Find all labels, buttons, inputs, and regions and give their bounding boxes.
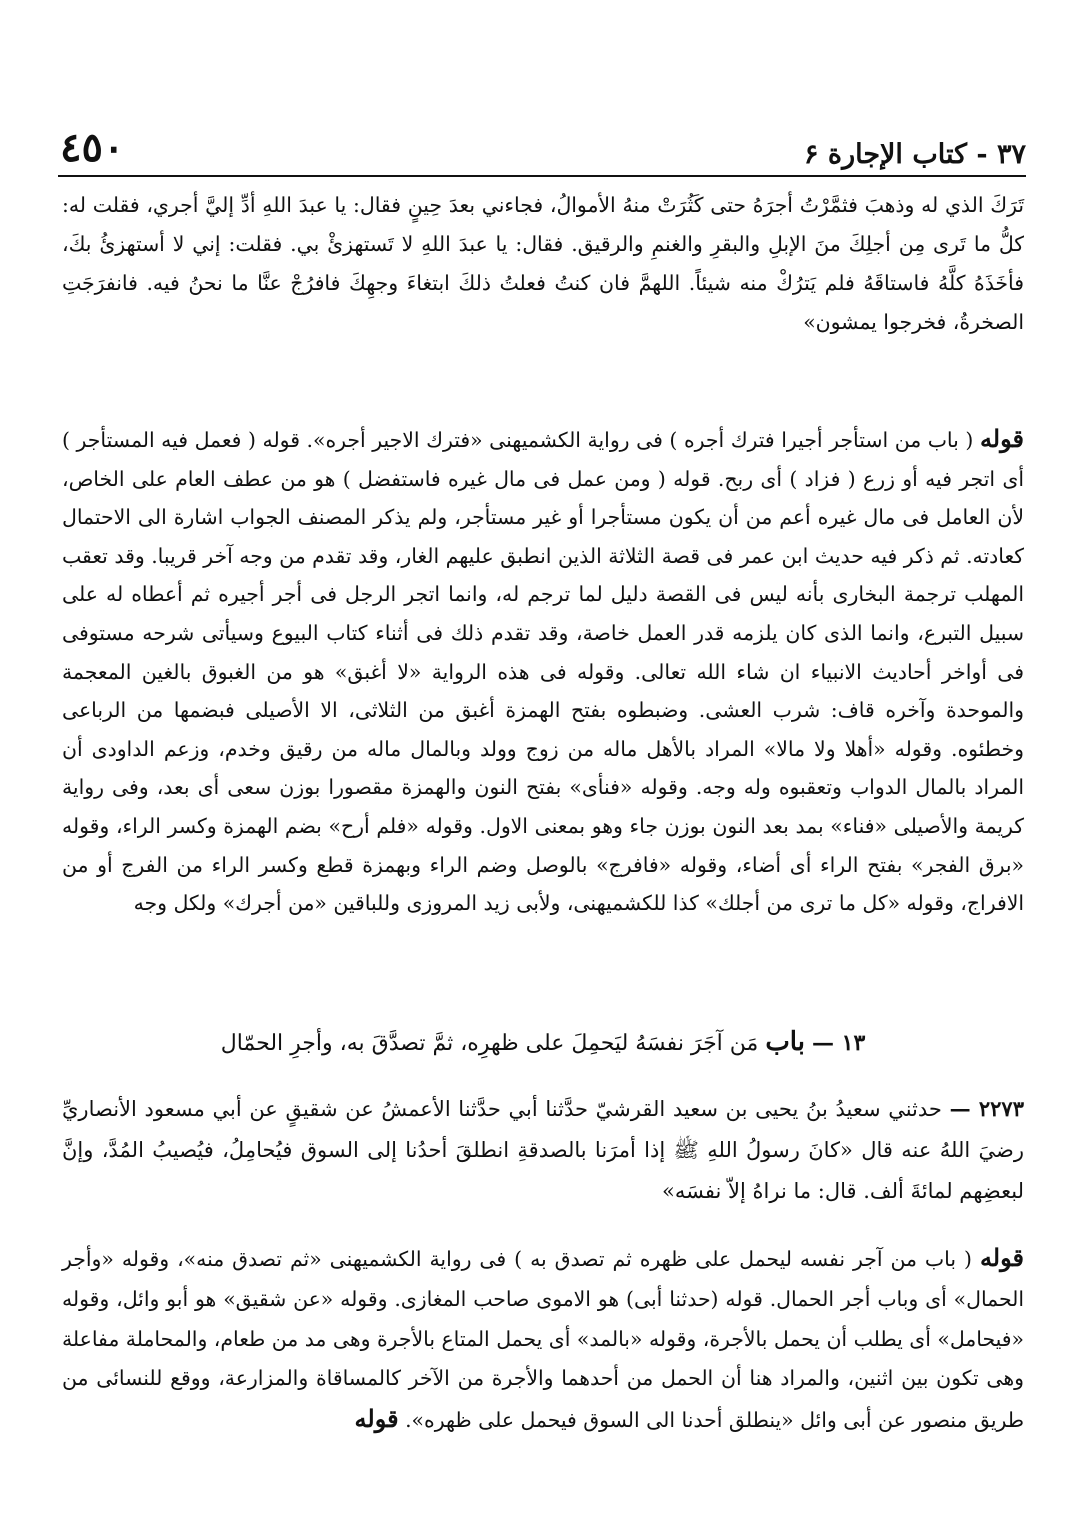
- chapter-label: باب: [765, 1027, 805, 1057]
- commentary-lead-word: قوله: [979, 424, 1024, 453]
- header-rule: [58, 175, 1026, 177]
- commentary-block-1: [62, 420, 1024, 923]
- hadith-text: حدثني سعيدُ بنُ يحيى بن سعيد القرشيّ حدَّثنا أبي حدَّثنا الأعمشُ عن شقيقٍ عن أبي مسعود الأنصاريِّ رضيَ اللهُ عنه قال «كانَ رسولُ اللهِ ﷺ إذا أمرَنا بالصدقةِ انطلقَ أحدُنا إلى السوق فيُحامِلُ، فيُصيبُ المُدَّ، وإنَّ لبعضِهم لمائةَ ألف. قال: ما نراهُ إلاّ نفسَه»: [62, 1097, 1024, 1203]
- hadith-continuation-text: تَرَكَ الذي له وذهبَ فثمَّرْتُ أجرَهُ حتى كَثُرَتْ منهُ الأموالُ، فجاءني بعدَ حِينٍ فقال: يا عبدَ اللهِ أدِّ إليَّ أجري، فقلت له: كلُّ ما تَرى مِن أجلِكَ منَ الإبلِ والبقرِ والغنمِ والرقيق. فقال: يا عبدَ اللهِ لا تَستهزئْ بي. فقلت: إني لا أستهزئُ بكَ، فأخَذَهُ كلَّهُ فاستاقَهُ فلم يَترُكْ منه شيئاً. اللهمَّ فان كنتُ فعلتُ ذلكَ ابتغاءَ وجهِكَ فافرُجْ عنَّا ما نحنُ فيه. فانفرَجَتِ الصخرةُ، فخرجوا يمشون»: [62, 193, 1024, 334]
- chapter-title: مَن آجَرَ نفسَهُ ليَحمِلَ على ظهرِه، ثمَّ تصدَّقَ به، وأجرِ الحمّال: [220, 1031, 759, 1056]
- commentary-text: ( باب من استأجر أجيرا فترك أجره ) فى رواية الكشميهنى «فترك الاجير أجره». قوله ( فعمل فيه المستأجر ) أى اتجر فيه أو زرع ( فزاد ) أى ربح. قوله ( ومن عمل فى مال غيره فاستفضل ) هو من عطف العام على الخاص، لأن العامل فى مال غيره أعم من أن يكون مستأجرا أو غير مستأجر، ولم يذكر المصنف الجواب اشارة الى الاحتمال كعادته. ثم ذكر فيه حديث ابن عمر فى قصة الثلاثة الذين انطبق عليهم الغار، وقد تقدم من وجه آخر قريبا. وقد تعقب المهلب ترجمة البخارى بأنه ليس فى القصة دليل لما ترجم له، وانما اتجر الرجل فى أجر أجيره ثم أعطاه له على سبيل التبرع، وانما الذى كان يلزمه قدر العمل خاصة، وقد تقدم ذلك فى أثناء كتاب البيوع وسيأتى شرحه مستوفى فى أواخر أحاديث الانبياء ان شاء الله تعالى. وقوله فى هذه الرواية «لا أغبق» هو من الغبوق بالغين المعجمة والموحدة وآخره قاف: شرب العشى. وضبطوه بفتح الهمزة أغبق من الثلاثى، الا الأصيلى فبضمها من الرباعى وخطئوه. وقوله «أهلا ولا مالا» المراد بالأهل ماله من زوج وولد وبالمال ماله من رقيق وخدم، وزعم الداودى أن المراد بالمال الدواب وتعقبوه وله وجه. وقوله «فنأى» بفتح النون والهمزة مقصورا بوزن سعى أى بعد، وفى رواية كريمة والأصيلى «فناء» بمد بعد النون بوزن جاء وهو بمعنى الاول. وقوله «فلم أرح» بضم الهمزة وكسر الراء، وقوله «برق الفجر» بفتح الراء أى أضاء، وقوله «فافرج» بالوصل وضم الراء وبهمزة قطع وكسر الراء من الفرج أو من الافراج، وقوله «كل ما ترى من أجلك» كذا للكشميهنى، ولأبى زيد المروزى وللباقين «من أجرك» ولكل وجه: [62, 428, 1024, 916]
- page-number: ٤٥٠: [60, 124, 125, 171]
- commentary-lead-word: قوله: [979, 1243, 1024, 1272]
- chapter-heading-line: [62, 1022, 1024, 1064]
- commentary-block-2: [62, 1238, 1024, 1441]
- page-header: [60, 118, 1026, 171]
- chapter-heading: [62, 1022, 1024, 1064]
- hadith-block: [62, 1088, 1024, 1212]
- commentary-trailing-word: قوله: [354, 1404, 399, 1434]
- running-head: ٣٧ - كتاب الإجارة ۶: [804, 139, 1026, 170]
- chapter-number: ١٣ —: [811, 1030, 866, 1056]
- commentary-paragraph: [62, 1238, 1024, 1441]
- commentary-text: ( باب من آجر نفسه ليحمل على ظهره ثم تصدق به ) فى رواية الكشميهنى «ثم تصدق منه»، وقوله «وأجر الحمال» أى وباب أجر الحمال. قوله (حدثنا أبى) هو الاموى صاحب المغازى. وقوله «عن شقيق» هو أبو وائل، وقوله «فيحامل» أى يطلب أن يحمل بالأجرة، وقوله «بالمد» أى يحمل المتاع بالأجرة وهى مد من طعام، والمحاملة مفاعلة وهى تكون بين اثنين، والمراد هنا أن الحمل من أحدهما والأجرة من الآخر كالمساقاة والمزارعة، ووقع للنسائى من طريق منصور عن أبى وائل «ينطلق أحدنا الى السوق فيحمل على ظهره».: [62, 1247, 1024, 1433]
- hadith-paragraph: [62, 1088, 1024, 1212]
- hadith-number: ٢٢٧٣ —: [949, 1096, 1024, 1121]
- hadith-continuation: [62, 186, 1024, 342]
- commentary-paragraph: [62, 420, 1024, 923]
